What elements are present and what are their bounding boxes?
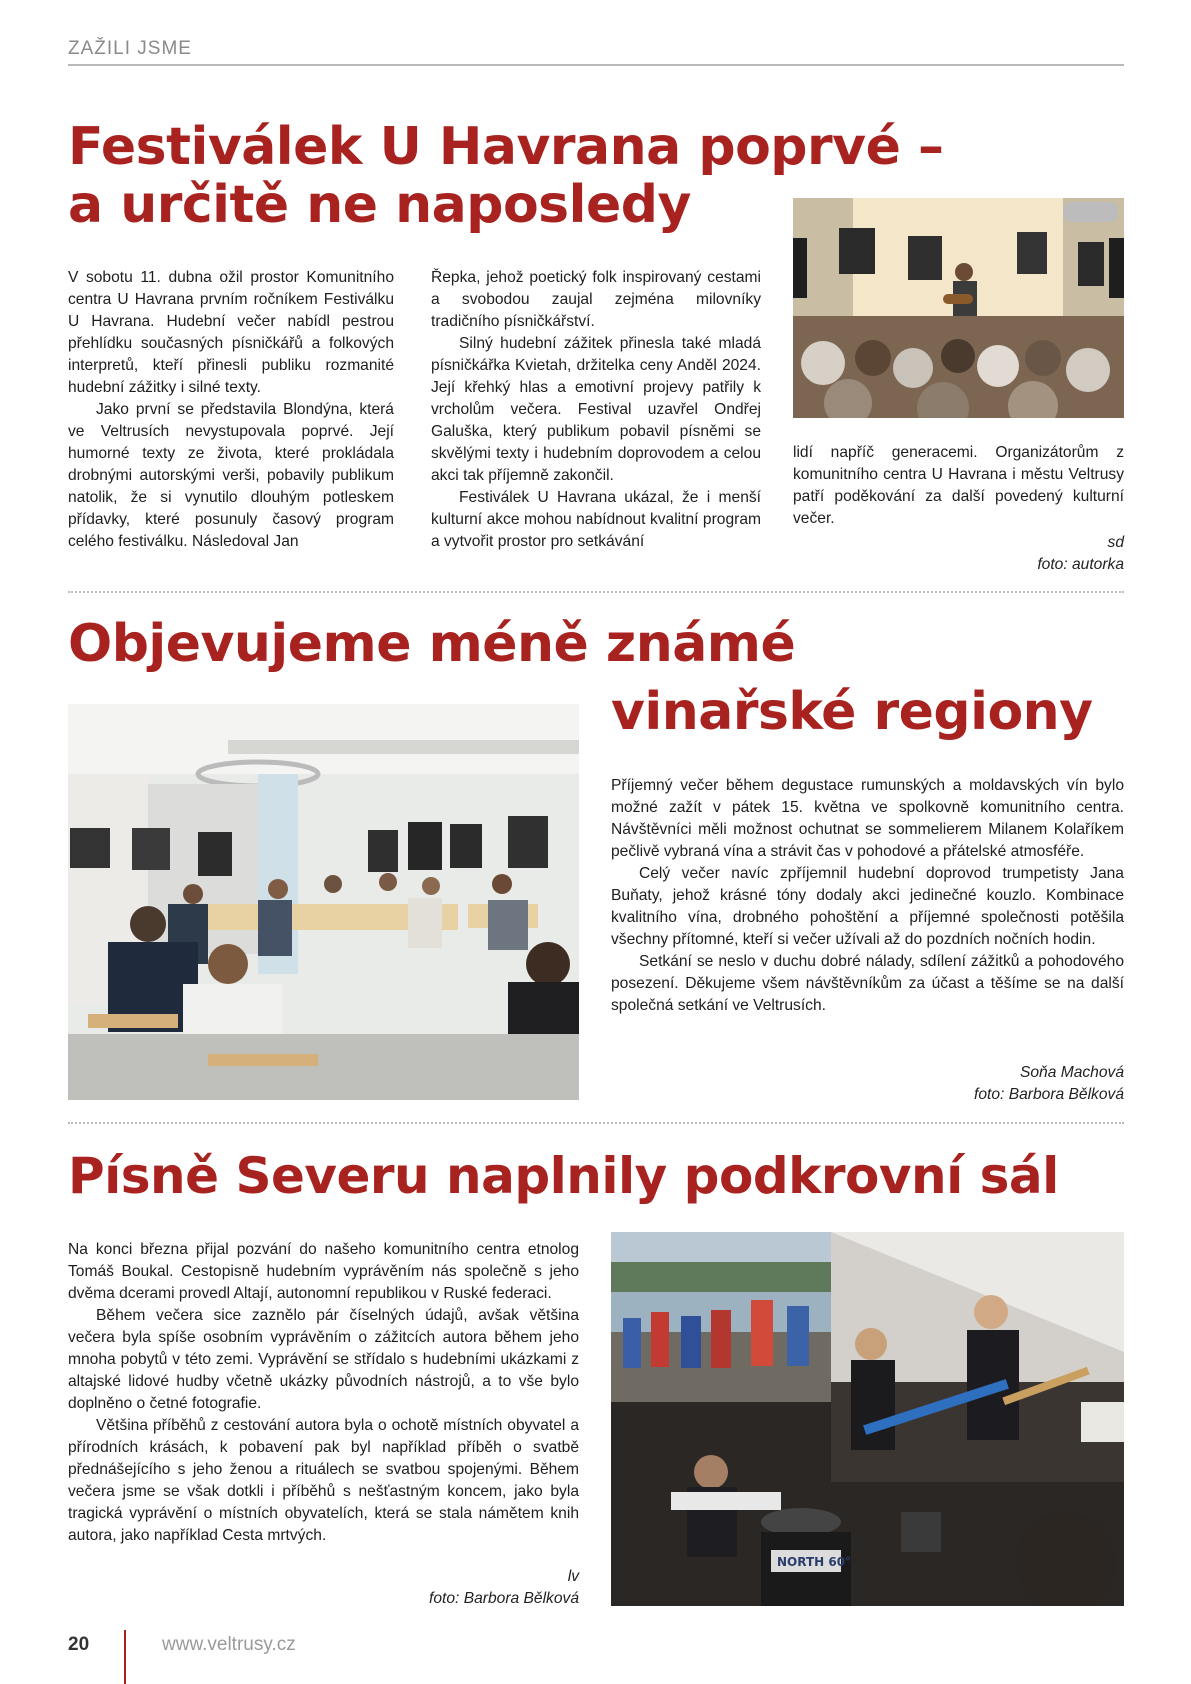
article1-title-line2: a určitě ne naposledy [68, 175, 691, 236]
article1-column-2 [431, 267, 761, 553]
article1-paragraph: Jako první se představila Blondýna, která ve Veltrusích nevystupovala poprvé. Její humorné texty ze života, které prokládala drobnými autorskými verši, pobavily publikum natolik, že si vynutilo dlouhým potleskem přídavky, které posunuly časový program celého festiválku. Následoval Jan [68, 401, 394, 550]
article2-paragraph: Setkání se neslo v duchu dobré nálady, sdílení zážitků a pohodového posezení. Děkujeme všem návštěvníkům za účast a těšíme se na další společná setkání ve Veltrusích. [611, 953, 1124, 1014]
article2-title-line1: Objevujeme méně známé [68, 614, 796, 674]
section-divider [68, 591, 1124, 593]
article2-title-line2: vinařské regiony [611, 682, 1093, 742]
article2-paragraph: Celý večer navíc zpříjemnil hudební doprovod trumpetisty Jana Buňaty, jehož krásné tóny dodaly akci jedinečné kouzlo. Kombinace kvalitního vína, drobného pohoštění a příjemné společnosti potěšila všechny přítomné, kteří si večer užívali až do pozdních nočních hodin. [611, 865, 1124, 948]
article2-body [611, 775, 1124, 1017]
festival-concert-photo [793, 198, 1124, 418]
footer-divider [124, 1630, 126, 1684]
article3-title: Písně Severu naplnily podkrovní sál [68, 1147, 1059, 1205]
drum-head-logo: NORTH 60° [777, 1555, 852, 1569]
article2-author: Soňa Machová [1019, 1064, 1124, 1081]
article1-column-1 [68, 267, 394, 553]
section-label: ZAŽILI JSME [68, 38, 192, 59]
article3-body [68, 1239, 579, 1547]
article1-paragraph: V sobotu 11. dubna ožil prostor Komunitního centra U Havrana prvním ročníkem Festiválku U Havrana. Hudební večer nabídl pestrou přehlídku současných písničkářů a folkových interpretů, kteří přinesli publiku rozmanité hudební zážitky i silné texty. [68, 269, 394, 396]
section-divider [68, 1122, 1124, 1124]
article1-paragraph: Festiválek U Havrana ukázal, že i menší kulturní akce mohou nabídnout kvalitní program a vytvořit prostor pro setkávání [431, 489, 761, 550]
article3-paragraph: Během večera sice zaznělo pár číselných údajů, avšak většina večera byla spíše osobním vyprávěním o zážitcích autora během jeho mnoha pobytů v této zemi. Vyprávění se střídalo s hudebními ukázkami z altajské lidové hudby včetně ukázky původních nástrojů, a to vše bylo doplněno o četné fotografie. [68, 1307, 579, 1412]
article2-paragraph: Příjemný večer během degustace rumunských a moldavských vín bylo možné zažít v pátek 15. května ve spolkovně komunitního centra. Návštěvníci měli možnost ochutnat se sommelierem Milanem Kolaříkem pečlivě vybraná vína a strávit čas v pohodové a přátelské atmosféře. [611, 777, 1124, 860]
website-url: www.veltrusy.cz [162, 1634, 296, 1655]
wine-tasting-photo [68, 704, 579, 1100]
article3-paragraph: Většina příběhů z cestování autora byla o ochotě místních obyvatel a přírodních krásách, k pobavení pak byl například příběh o svatbě přednášejícího s jeho ženou a rituálech se svatbou spojenými. Během večera jsme se však dotkli i příběhů s nešťastným koncem, jako byla tragická vyprávění o místních obyvatelích, která se stala námětem knih autora, jako například Cesta mrtvých. [68, 1417, 579, 1544]
article2-photo-credit: foto: Barbora Bělková [974, 1086, 1124, 1103]
page-number: 20 [68, 1634, 90, 1655]
article1-paragraph: Řepka, jehož poetický folk inspirovaný cestami a svobodou zaujal zejména milovníky tradičního písničkářství. [431, 269, 761, 330]
article1-column-3 [793, 442, 1124, 530]
article1-title-line1: Festiválek U Havrana poprvé – [68, 117, 944, 177]
article1-author: sd [1107, 534, 1124, 551]
header-rule [68, 64, 1124, 66]
article3-photo-credit: foto: Barbora Bělková [429, 1590, 579, 1607]
nordic-songs-concert-photo [611, 1232, 1124, 1606]
article1-photo-credit: foto: autorka [1037, 556, 1124, 573]
article1-paragraph: lidí napříč generacemi. Organizátorům z komunitního centra U Havrana i městu Veltrusy patří poděkování za další povedený kulturní večer. [793, 444, 1124, 527]
article3-paragraph: Na konci března přijal pozvání do našeho komunitního centra etnolog Tomáš Boukal. Cestopisně hudebním vyprávěním nás společně s jeho dvěma dcerami provedl Altají, autonomní republikou v Ruské federaci. [68, 1241, 579, 1302]
article3-author: lv [567, 1568, 579, 1585]
article1-paragraph: Silný hudební zážitek přinesla také mladá písničkářka Kvietah, držitelka ceny Anděl 2024. Její křehký hlas a emotivní projevy patřily k vrcholům večera. Festival uzavřel Ondřej Galuška, který publikum pobavil písněmi se skvělými texty i hudebním doprovodem a celou akci tak příjemně zakončil. [431, 335, 761, 484]
